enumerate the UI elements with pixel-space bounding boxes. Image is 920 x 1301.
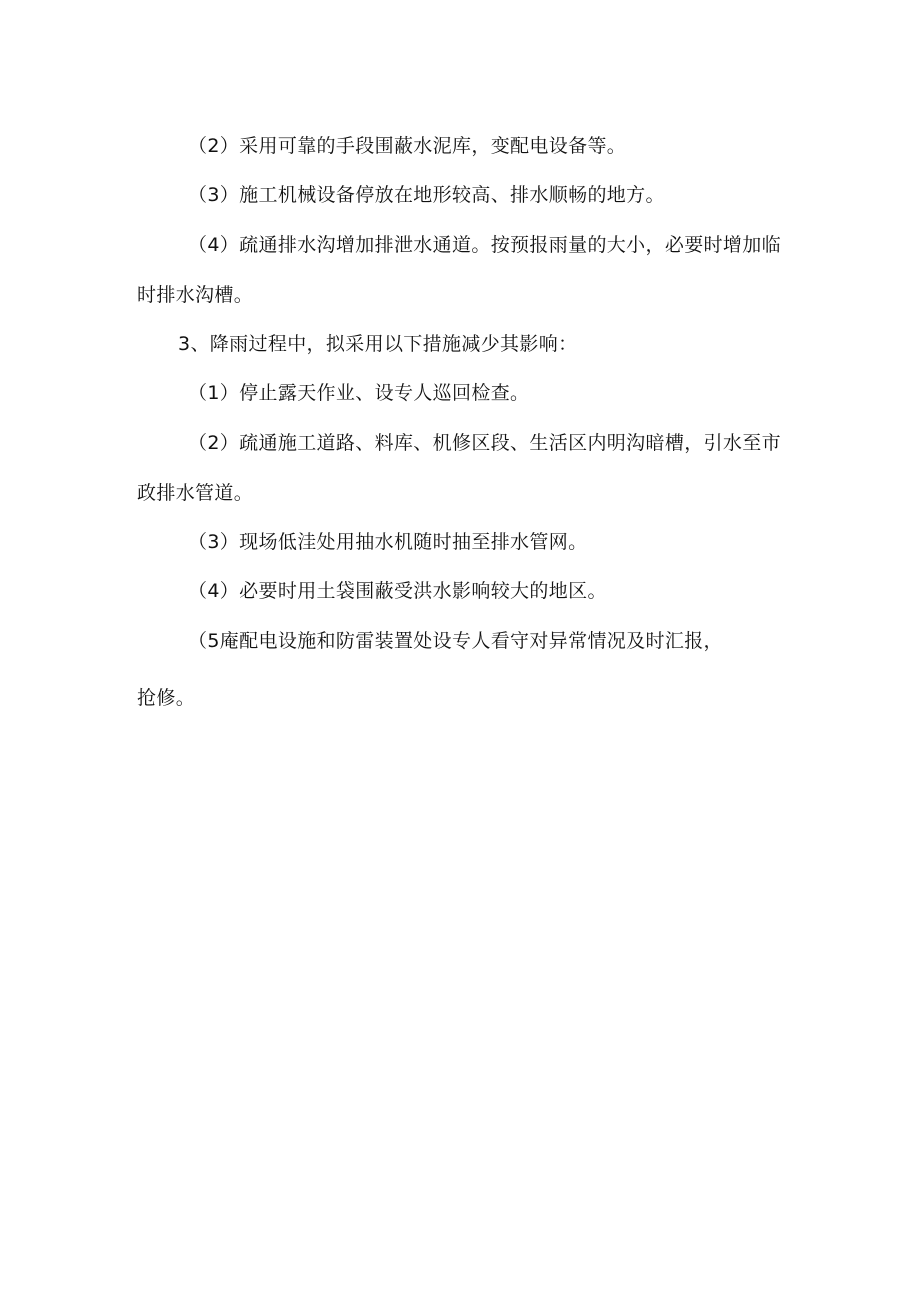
text-line-5: 3、降雨过程中，拟采用以下措施减少其影响： xyxy=(178,333,578,355)
text-line-12: 抢修。 xyxy=(137,687,196,709)
text-line-6: （1）停止露天作业、设专人巡回检查。 xyxy=(188,382,530,404)
text-line-10: （4）必要时用土袋围蔽受洪水影响较大的地区。 xyxy=(188,580,607,602)
text-line-1: （2）采用可靠的手段围蔽水泥库，变配电设备等。 xyxy=(188,135,627,157)
text-line-2: （3）施工机械设备停放在地形较高、排水顺畅的地方。 xyxy=(188,184,665,206)
text-line-3: （4）疏通排水沟增加排泄水通道。按预报雨量的大小，必要时增加临 xyxy=(188,234,781,256)
text-line-4: 时排水沟槽。 xyxy=(137,284,254,306)
text-line-7: （2）疏通施工道路、料库、机修区段、生活区内明沟暗槽，引水至市 xyxy=(188,432,781,454)
text-line-9: （3）现场低洼处用抽水机随时抽至排水管网。 xyxy=(188,531,588,553)
text-line-8: 政排水管道。 xyxy=(137,482,254,504)
text-line-11: （5庵配电设施和防雷装置处设专人看守对异常情况及时汇报， xyxy=(188,630,723,652)
